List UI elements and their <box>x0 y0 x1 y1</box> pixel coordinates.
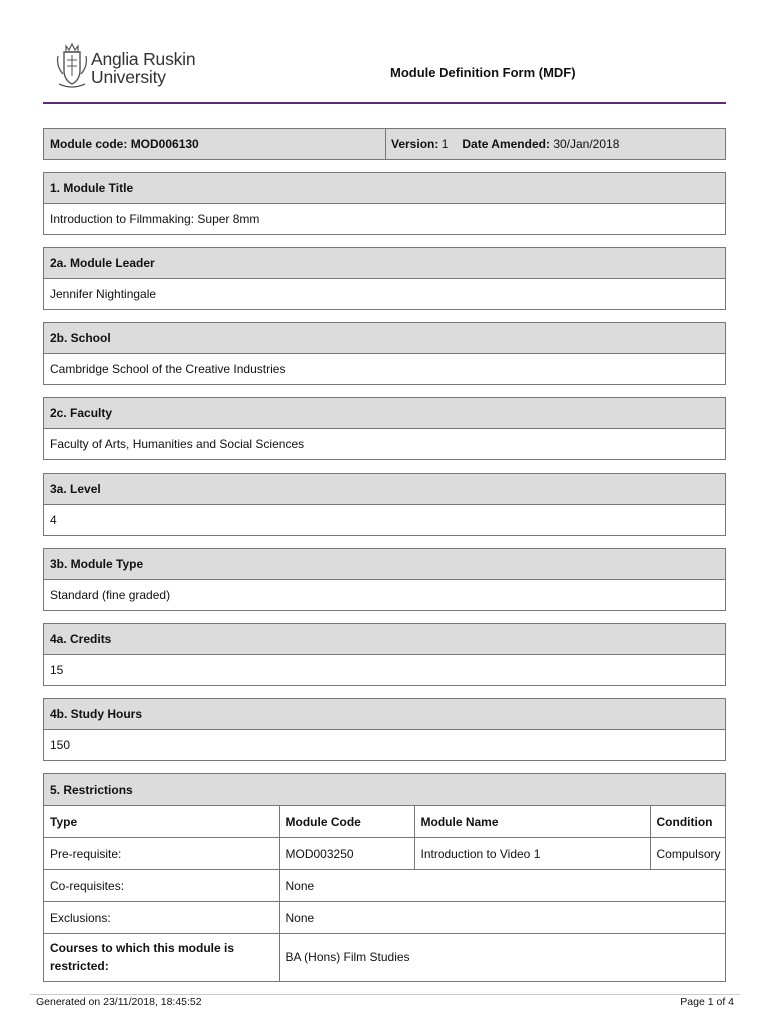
section-value: 4 <box>50 513 57 527</box>
table-row <box>44 870 725 902</box>
section-value: Introduction to Filmmaking: Super 8mm <box>50 212 260 226</box>
page-header <box>43 36 726 104</box>
section-study-hours <box>43 698 726 761</box>
section-heading: 2a. Module Leader <box>44 248 725 279</box>
generated-timestamp: Generated on 23/11/2018, 18:45:52 <box>36 996 202 1008</box>
table-cell: None <box>279 870 725 902</box>
section-module-leader <box>43 247 726 310</box>
module-code-value: MOD006130 <box>130 137 199 151</box>
section-school <box>43 322 726 385</box>
table-row <box>44 902 725 934</box>
section-level <box>43 473 726 536</box>
table-cell: Introduction to Video 1 <box>414 838 650 870</box>
version-value: 1 <box>441 137 449 151</box>
form-title: Module Definition Form (MDF) <box>390 65 576 80</box>
section-module-type <box>43 548 726 611</box>
section-heading: 5. Restrictions <box>44 774 725 805</box>
table-cell: Pre-requisite: <box>44 838 279 870</box>
module-code-bar <box>43 128 726 160</box>
table-cell: Co-requisites: <box>44 870 279 902</box>
version-label: Version: <box>391 137 439 151</box>
column-header: Condition <box>650 806 725 838</box>
footer-divider <box>30 994 740 995</box>
module-code-label: Module code: <box>50 137 128 151</box>
section-heading: 4b. Study Hours <box>44 699 725 730</box>
table-cell: None <box>279 902 725 934</box>
version-info <box>386 129 619 159</box>
section-heading: 4a. Credits <box>44 624 725 655</box>
section-heading: 2b. School <box>44 323 725 354</box>
section-value: Standard (fine graded) <box>50 588 171 602</box>
table-cell: Courses to which this module is restricted: <box>44 934 279 981</box>
page-number: Page 1 of 4 <box>680 996 734 1008</box>
table-cell: BA (Hons) Film Studies <box>279 934 725 981</box>
section-value: Jennifer Nightingale <box>50 287 157 301</box>
coat-of-arms-icon <box>55 40 89 90</box>
table-row <box>44 838 725 870</box>
column-header: Module Code <box>279 806 414 838</box>
university-logo <box>55 40 225 92</box>
column-header: Type <box>44 806 279 838</box>
column-header: Module Name <box>414 806 650 838</box>
table-cell: MOD003250 <box>279 838 414 870</box>
section-heading: 2c. Faculty <box>44 398 725 429</box>
section-value: Cambridge School of the Creative Industries <box>50 362 286 376</box>
section-heading: 1. Module Title <box>44 173 725 204</box>
section-heading: 3b. Module Type <box>44 549 725 580</box>
section-faculty <box>43 397 726 460</box>
section-restrictions <box>43 773 726 982</box>
module-code <box>44 129 386 159</box>
table-row <box>44 934 725 981</box>
logo-line2: University <box>91 67 166 87</box>
table-cell: Compulsory <box>650 838 725 870</box>
section-value: Faculty of Arts, Humanities and Social Sciences <box>50 437 305 451</box>
section-heading: 3a. Level <box>44 474 725 505</box>
section-module-title <box>43 172 726 235</box>
restrictions-table <box>44 805 725 981</box>
date-amended-label: Date Amended: <box>462 137 550 151</box>
table-cell: Exclusions: <box>44 902 279 934</box>
section-credits <box>43 623 726 686</box>
header-divider <box>43 102 726 104</box>
section-value: 15 <box>50 663 64 677</box>
date-amended-value: 30/Jan/2018 <box>553 137 620 151</box>
table-header-row <box>44 806 725 838</box>
section-value: 150 <box>50 738 71 752</box>
logo-line1: Anglia Ruskin <box>91 49 196 69</box>
